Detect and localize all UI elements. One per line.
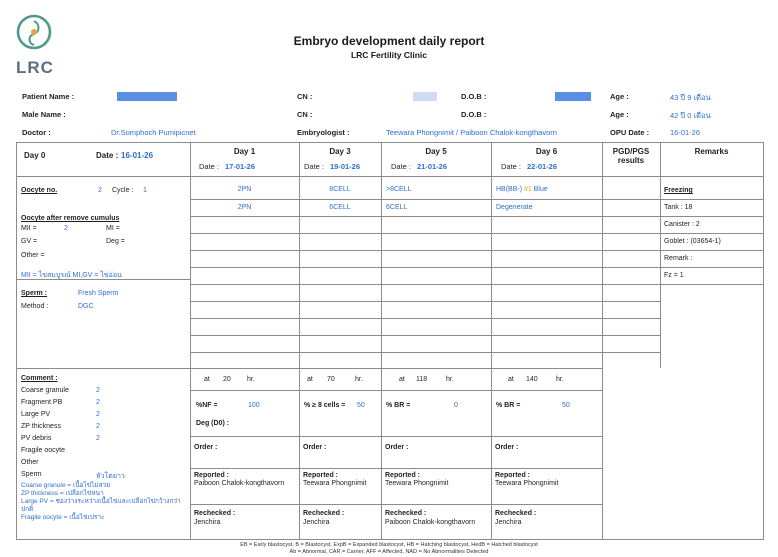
method-value: DGC bbox=[78, 303, 94, 310]
day1-reported-by: Paiboon Chalok-kongthavorn bbox=[194, 480, 285, 487]
day1-at: at bbox=[204, 376, 210, 383]
day1-rechecked-by: Jenchira bbox=[194, 519, 221, 526]
patient-age-value: 43 ปี 9 เดือน bbox=[670, 93, 711, 102]
male-age-value: 42 ปี 0 เดือน bbox=[670, 111, 711, 120]
comment-item: Sperm bbox=[21, 471, 42, 478]
day3-reported-by: Teewara Phongnimit bbox=[303, 480, 367, 487]
day3-hours: 70 bbox=[327, 376, 335, 383]
cycle-label: Cycle : bbox=[112, 187, 134, 194]
embryo2-day6: Degenerate bbox=[496, 204, 533, 211]
other-label: Other = bbox=[21, 252, 45, 259]
patient-dob-label: D.O.B : bbox=[461, 92, 487, 101]
cycle-value: 1 bbox=[143, 187, 147, 194]
day0-date-label: Date : bbox=[96, 151, 119, 160]
day6-reported-label: Reported : bbox=[495, 472, 530, 479]
male-cn-label: CN : bbox=[297, 110, 313, 119]
embryo2-day1: 2PN bbox=[237, 204, 252, 211]
method-label: Method : bbox=[21, 303, 49, 310]
embryo2-day3: 6CELL bbox=[329, 204, 351, 211]
day1-hours: 20 bbox=[223, 376, 231, 383]
day5-date-label: Date : bbox=[391, 162, 412, 171]
patient-name-label: Patient Name : bbox=[22, 92, 75, 101]
deg-label: Deg = bbox=[106, 238, 125, 245]
report-grid bbox=[16, 142, 764, 540]
pgd-header: PGD/PGS results bbox=[612, 147, 650, 165]
goblet-value: Goblet : (03654-1) bbox=[664, 238, 721, 245]
day0-header: Day 0 bbox=[24, 151, 46, 160]
embryo1-day6: HB(BB-) #1 Blue bbox=[496, 186, 548, 193]
comment-item-value: หัวโตยาว bbox=[96, 473, 125, 480]
comment-item: Large PV bbox=[21, 411, 51, 418]
report-subtitle: LRC Fertility Clinic bbox=[350, 50, 428, 60]
day6-at: at bbox=[508, 376, 514, 383]
day6-reported-by: Teewara Phongnimit bbox=[495, 480, 559, 487]
patient-cn-redacted bbox=[413, 92, 437, 101]
day6-header: Day 6 bbox=[535, 147, 558, 156]
day3-header: Day 3 bbox=[329, 147, 351, 156]
comment-item: Fragment PB bbox=[21, 399, 63, 406]
patient-cn-label: CN : bbox=[297, 92, 313, 101]
comment-item-value: 2 bbox=[96, 387, 100, 394]
patient-name-redacted bbox=[117, 92, 177, 101]
gv-label: GV = bbox=[21, 238, 38, 245]
comment-item: Fragile oocyte bbox=[21, 447, 65, 454]
doctor-value: Dr.Somphoch Pumipicnet bbox=[111, 128, 196, 137]
male-age-label: Age : bbox=[610, 110, 629, 119]
day1-order-label: Order : bbox=[194, 444, 218, 451]
day5-order-label: Order : bbox=[385, 444, 409, 451]
comment-item-value: 2 bbox=[96, 411, 100, 418]
nf-value: 100 bbox=[248, 402, 260, 409]
day5-reported-label: Reported : bbox=[385, 472, 420, 479]
canister-value: Canister : 2 bbox=[664, 221, 700, 228]
embryo2-day5: 6CELL bbox=[386, 204, 408, 211]
day6-br-value: 50 bbox=[562, 402, 570, 409]
embryologist-value: Teewara Phongnimit / Paiboon Chalok-kongthavorn bbox=[386, 128, 557, 137]
cells-value: 50 bbox=[357, 402, 365, 409]
comment-note: Fragile oocyte = เนื้อไข่เปราะ bbox=[21, 514, 105, 521]
embryo1-day1: 2PN bbox=[237, 186, 252, 193]
opu-date-value: 16-01-26 bbox=[670, 128, 701, 137]
comment-label: Comment : bbox=[21, 375, 58, 382]
mii-value: 2 bbox=[64, 225, 68, 232]
comment-item: Coarse granule bbox=[21, 387, 69, 394]
day6-hours: 140 bbox=[526, 376, 538, 383]
day3-reported-label: Reported : bbox=[303, 472, 338, 479]
doctor-label: Doctor : bbox=[22, 128, 51, 137]
embryo1-day5: >8CELL bbox=[386, 186, 412, 193]
deg-d0-label: Deg (D0) : bbox=[196, 420, 230, 427]
remarks-header: Remarks bbox=[694, 147, 729, 156]
remark-label: Remark : bbox=[664, 255, 693, 262]
maturity-legend: MII = ไข่สมบูรณ์ MI,GV = ไข่อ่อน bbox=[21, 272, 122, 279]
day1-rechecked-label: Rechecked : bbox=[194, 510, 236, 517]
sperm-value: Fresh Sperm bbox=[78, 290, 119, 297]
day3-date-label: Date : bbox=[304, 162, 325, 171]
day6-date: 22-01-26 bbox=[527, 162, 558, 171]
day1-reported-label: Reported : bbox=[194, 472, 229, 479]
mii-label: MII = bbox=[21, 225, 37, 232]
comment-item-value: 2 bbox=[96, 399, 100, 406]
day6-br-label: % BR = bbox=[496, 402, 521, 409]
day5-hours: 118 bbox=[416, 376, 428, 383]
opu-date-label: OPU Date : bbox=[610, 128, 650, 137]
abbreviation-legend-line1: EB = Early blastocyst, B = Blastocyst, ExpB = Expanded blastocyst, HB = Hatching blastocyst, HedB = Hatched blastocyst bbox=[240, 542, 538, 548]
comment-note: Coarse granule = เนื้อไข่ไม่สวย bbox=[21, 482, 111, 489]
day5-header: Day 5 bbox=[425, 147, 447, 156]
tank-value: Tank : 18 bbox=[664, 204, 693, 211]
day3-rechecked-label: Rechecked : bbox=[303, 510, 345, 517]
day5-hr: hr. bbox=[446, 376, 454, 383]
day1-date-label: Date : bbox=[199, 162, 220, 171]
day5-reported-by: Teewara Phongnimit bbox=[385, 480, 449, 487]
day3-date: 19-01-26 bbox=[330, 162, 361, 171]
comment-note: ZP thickness = เปลือกไข่หนา bbox=[21, 490, 104, 497]
embryologist-label: Embryologist : bbox=[297, 128, 350, 137]
day3-hr: hr. bbox=[355, 376, 363, 383]
day5-br-value: 0 bbox=[454, 402, 458, 409]
day5-rechecked-by: Paiboon Chalok-kongthavorn bbox=[385, 519, 476, 526]
comment-item: Other bbox=[21, 459, 39, 466]
day0-date: 16-01-26 bbox=[121, 151, 154, 160]
day6-hr: hr. bbox=[556, 376, 564, 383]
day1-header: Day 1 bbox=[233, 147, 256, 156]
abbreviation-legend-line2: Ab = Abnormal, CAR = Carrier, AFF = Affected, NAD = No Abnormalities Detected bbox=[289, 549, 489, 555]
day6-order-label: Order : bbox=[495, 444, 519, 451]
mi-label: MI = bbox=[106, 225, 120, 232]
day3-rechecked-by: Jenchira bbox=[303, 519, 330, 526]
male-dob-label: D.O.B : bbox=[461, 110, 487, 119]
day5-at: at bbox=[399, 376, 405, 383]
day1-date: 17-01-26 bbox=[225, 162, 256, 171]
comment-item: PV debris bbox=[21, 435, 52, 442]
cells-label: % ≥ 8 cells = bbox=[304, 402, 346, 409]
male-name-label: Male Name : bbox=[22, 110, 66, 119]
comment-item-value: 2 bbox=[96, 435, 100, 442]
oocyte-no-value: 2 bbox=[98, 187, 102, 194]
day6-rechecked-label: Rechecked : bbox=[495, 510, 537, 517]
comment-item: ZP thickness bbox=[21, 423, 61, 430]
embryo1-day3: 8CELL bbox=[329, 186, 351, 193]
comment-item-value: 2 bbox=[96, 423, 100, 430]
patient-age-label: Age : bbox=[610, 92, 629, 101]
logo-text: LRC bbox=[16, 58, 54, 77]
freezing-label: Freezing bbox=[664, 187, 693, 194]
oocyte-no-label: Oocyte no. bbox=[21, 187, 58, 194]
day6-rechecked-by: Jenchira bbox=[495, 519, 522, 526]
day3-order-label: Order : bbox=[303, 444, 327, 451]
day6-date-label: Date : bbox=[501, 162, 522, 171]
after-cumulus-label: Oocyte after remove cumulus bbox=[21, 215, 120, 222]
day5-br-label: % BR = bbox=[386, 402, 411, 409]
sperm-label: Sperm : bbox=[21, 290, 48, 297]
nf-label: %NF = bbox=[196, 402, 218, 409]
day5-rechecked-label: Rechecked : bbox=[385, 510, 427, 517]
day3-at: at bbox=[307, 376, 313, 383]
comment-note: Large PV = ช่องว่างระหว่างเนื้อไข่และเปลือกไข่กว้างกว่าปกติ bbox=[21, 498, 181, 513]
patient-dob-redacted bbox=[555, 92, 591, 101]
fz-value: Fz = 1 bbox=[664, 272, 684, 279]
day5-date: 21-01-26 bbox=[417, 162, 448, 171]
report-title: Embryo development daily report bbox=[293, 34, 485, 48]
day1-hr: hr. bbox=[247, 376, 255, 383]
